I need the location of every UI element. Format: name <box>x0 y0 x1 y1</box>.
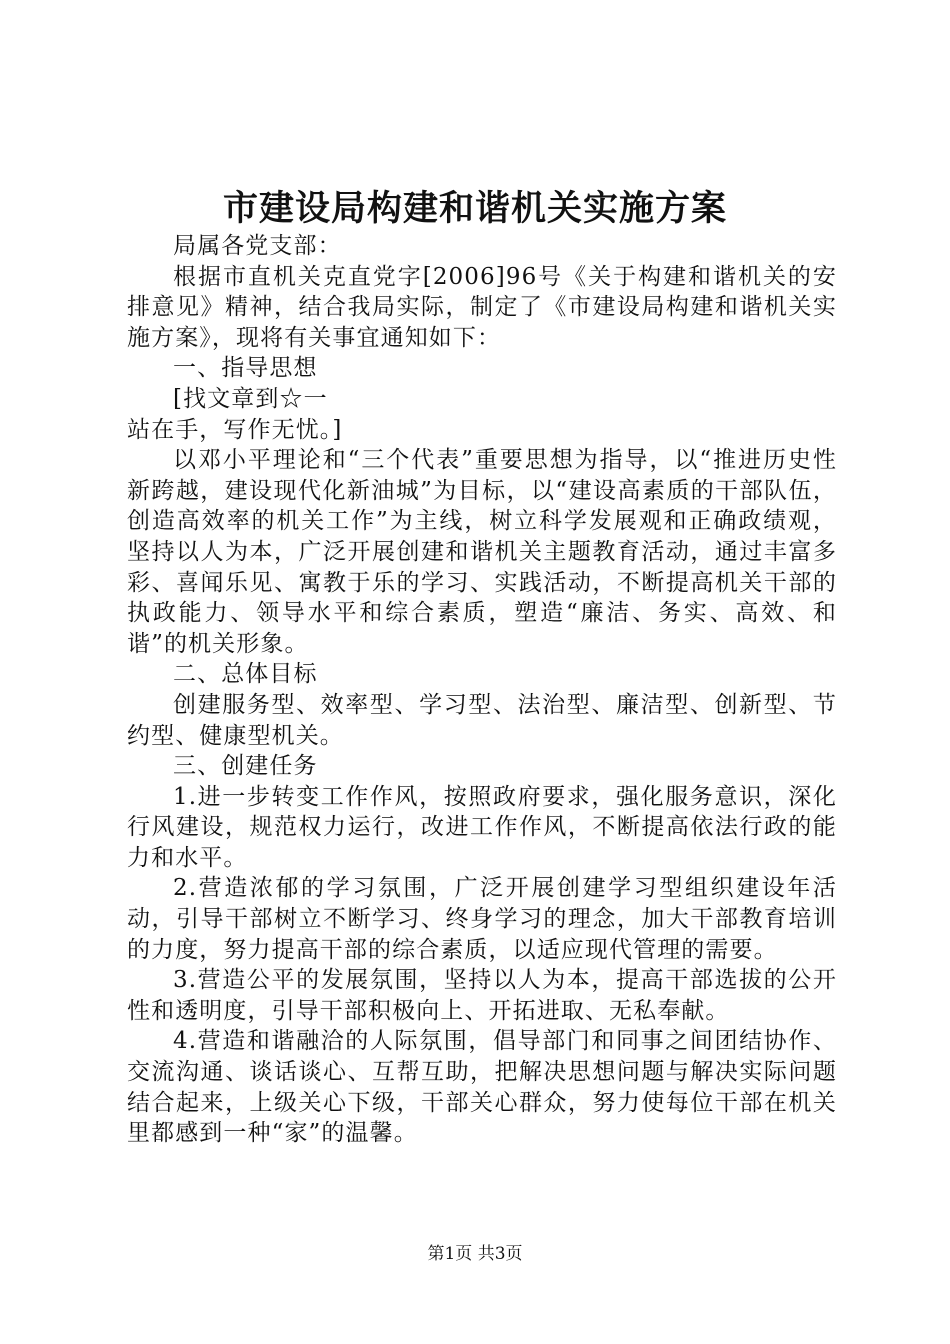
overall-goal-paragraph: 创建服务型、效率型、学习型、法治型、廉洁型、创新型、节约型、健康型机关。 <box>127 691 837 749</box>
task-1-paragraph: 1.进一步转变工作作风，按照政府要求，强化服务意识，深化行风建设，规范权力运行，改进工作作风，不断提高依法行政的能力和水平。 <box>127 783 837 871</box>
section-heading-overall-goal: 二、总体目标 <box>173 661 318 688</box>
section-heading-tasks: 三、创建任务 <box>173 753 318 780</box>
inserted-note-line-2: 站在手，写作无忧。] <box>127 416 343 443</box>
task-2-paragraph: 2.营造浓郁的学习氛围，广泛开展创建学习型组织建设年活动，引导干部树立不断学习、终身学习的理念，加大干部教育培训的力度，努力提高干部的综合素质，以适应现代管理的需要。 <box>127 875 837 963</box>
document-body <box>127 231 837 1149</box>
task-3-paragraph: 3.营造公平的发展氛围，坚持以人为本，提高干部选拔的公开性和透明度，引导干部积极向上、开拓进取、无私奉献。 <box>127 967 837 1024</box>
task-4-paragraph: 4.营造和谐融洽的人际氛围，倡导部门和同事之间团结协作、交流沟通、谈话谈心、互帮互助，把解决思想问题与解决实际问题结合起来，上级关心下级，干部关心群众，努力使每位干部在机关里都感到一种“家”的温馨。 <box>127 1028 837 1147</box>
document-title: 市建设局构建和谐机关实施方案 <box>222 188 727 229</box>
salutation-paragraph: 局属各党支部： <box>173 233 342 259</box>
intro-paragraph: 根据市直机关克直党字[2006]96号《关于构建和谐机关的安排意见》精神，结合我局实际，制定了《市建设局构建和谐机关实施方案》，现将有关事宜通知如下： <box>127 263 837 351</box>
page-number-footer: 第1页 共3页 <box>427 1244 523 1264</box>
guiding-ideology-paragraph: 以邓小平理论和“三个代表”重要思想为指导，以“推进历史性新跨越，建设现代化新油城”为目标，以“建设高素质的干部队伍，创造高效率的机关工作”为主线，树立科学发展观和正确政绩观，坚持以人为本，广泛开展创建和谐机关主题教育活动，通过丰富多彩、喜闻乐见、寓教于乐的学习、实践活动，不断提高机关干部的执政能力、领导水平和综合素质，塑造“廉洁、务实、高效、和谐”的机关形象。 <box>127 447 837 657</box>
inserted-note-line-1: [找文章到☆一 <box>173 385 328 412</box>
section-heading-guiding-ideology: 一、指导思想 <box>173 355 318 382</box>
